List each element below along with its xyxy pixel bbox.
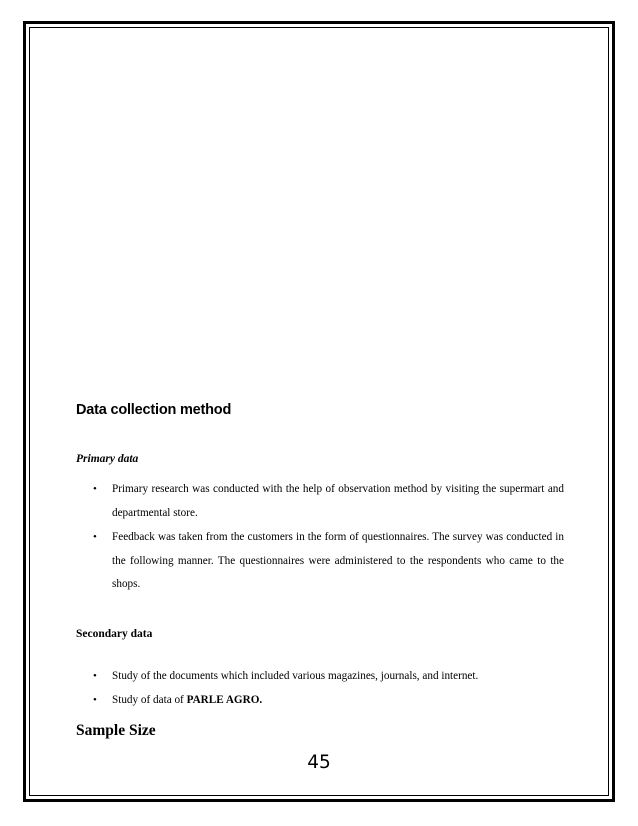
list-item [76, 689, 564, 713]
list-item-text: Study of the documents which included various magazines, journals, and internet. [112, 670, 479, 682]
sample-size-heading: Sample Size [76, 722, 156, 739]
page-number: 45 [307, 752, 331, 773]
list-item [76, 478, 564, 525]
bullet-icon: • [93, 693, 97, 706]
list-item-text: Feedback was taken from the customers in the form of questionnaires. The survey was conducted in the following manner. The questionnaires were administered to the respondents who came to the shops. [112, 531, 564, 590]
section-heading: Data collection method [76, 402, 232, 418]
company-name: PARLE AGRO. [186, 693, 263, 706]
secondary-data-title: Secondary data [76, 628, 153, 640]
list-item [76, 526, 564, 597]
secondary-data-list [76, 665, 564, 712]
list-item-text: Study of data of [112, 693, 187, 706]
primary-data-title: Primary data [76, 453, 139, 465]
primary-data-list [76, 478, 564, 597]
bullet-icon: • [93, 531, 97, 543]
bullet-icon: • [93, 670, 97, 682]
list-item [76, 665, 564, 689]
bullet-icon: • [93, 483, 97, 495]
list-item-text: Primary research was conducted with the help of observation method by visiting the supermart and departmental store. [112, 483, 564, 519]
